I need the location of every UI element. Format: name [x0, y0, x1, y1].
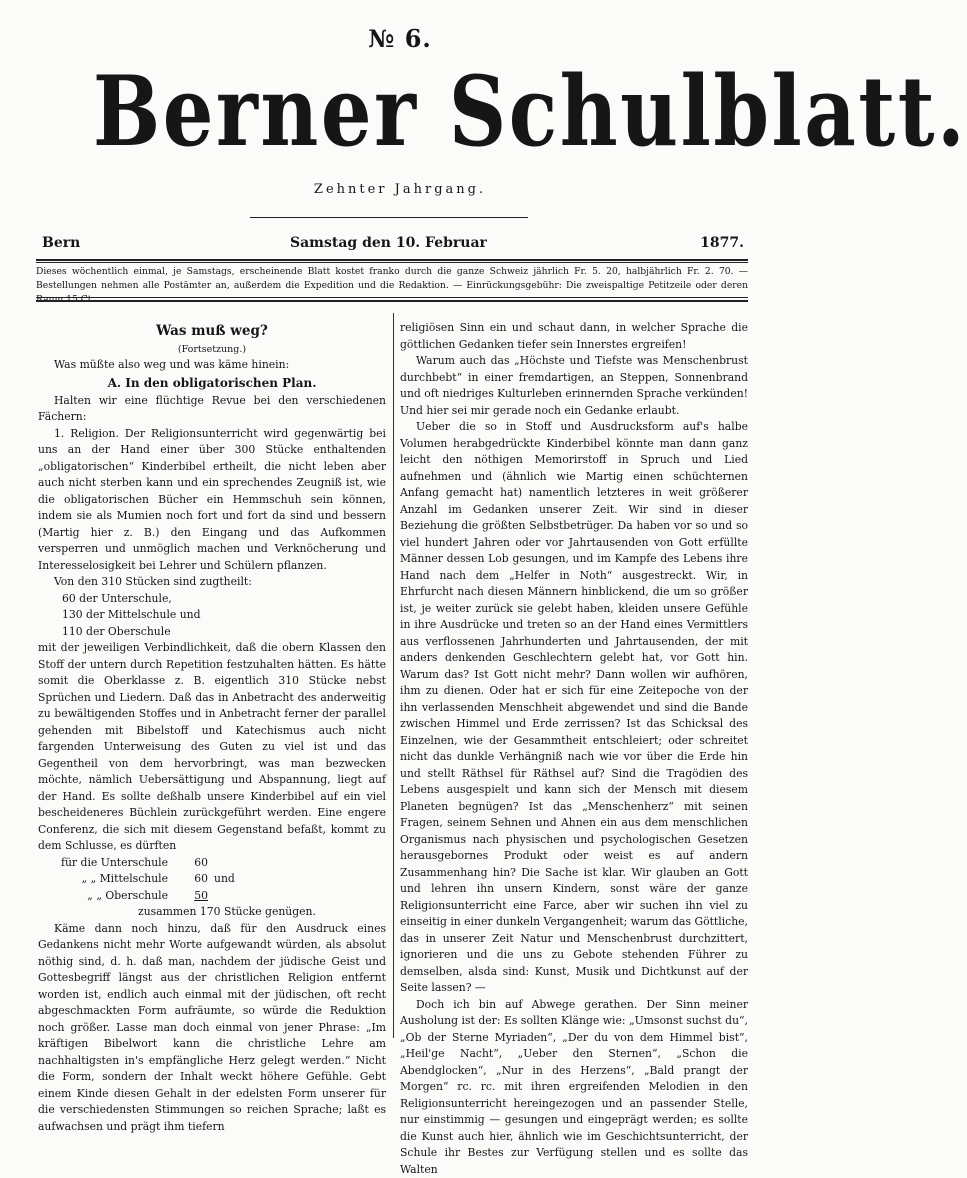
table-tail: und — [208, 871, 235, 888]
table-tail — [208, 888, 214, 905]
paragraph: Käme dann noch hinzu, daß für den Ausdruck eines Gedankens nicht mehr Worte aufgewandt würden, als absolut nöthig sind, d. h. daß man, nachdem der jüdische Geist und Gottesbegriff längst aus der christlichen Religion entfernt worden ist, endlich auch einmal mit der jüdischen, oft recht abgeschmackten Form aufräumte, so würde die Reduktion noch größer. Lasse man doch einmal von jener Phrase: „Im kräftigen Bibelwort kann die christliche Lehre am nachhaltigsten in's empfängliche Herz gelegt werden.“ Nicht die Form, sondern der Inhalt weckt höhere Gefühle. Gebt einem Kinde diesen Gehalt in der edelsten Form unserer für die verschiedensten Stimmungen so reichen Sprache; laßt es aufwachsen und prägt ihm tiefern — [38, 921, 386, 1136]
issue-date: Samstag den 10. Februar — [290, 235, 487, 251]
column-divider — [393, 313, 394, 1038]
newspaper-masthead: Berner Schulblatt. — [93, 52, 707, 172]
rule-bottom-thin — [36, 297, 748, 298]
table-row — [38, 888, 386, 905]
paragraph: Warum auch das „Höchste und Tiefste was Menschenbrust durchbebt“ in einer fremdartigen, an Steppen, Sonnenbrand und oft niedriges Kulturleben erinnernden Sprache verkünden! Und hier sei mir gerade noch ein Gedanke erlaubt. — [400, 353, 748, 419]
table-row — [38, 871, 386, 888]
place: Bern — [42, 235, 80, 251]
table-label: für die Unterschule — [38, 855, 176, 872]
year: 1877. — [700, 235, 744, 251]
section-heading: A. In den obligatorischen Plan. — [38, 374, 386, 393]
paragraph: Doch ich bin auf Abwege gerathen. Der Sinn meiner Ausholung ist der: Es sollten Klänge wie: „Umsonst suchst du“, „Ob der Sterne Myriaden“, „Der du von dem Himmel bist“, „Heil'ge Nacht“, „Ueber den Sternen“, „Schon die Abendglocken“, „Nur in des Herzens“, „Bald prangt der Morgen“ rc. rc. mit ihren ergreifenden Melodien in den Religionsunterricht hereingezogen und an passender Stelle, nur einstimmig — gesungen und eingeprägt werden; es sollte die Kunst auch hier, ähnlich wie im Geschichtsunterricht, der Schule ihr Bestes zur Verfügung stellen und es sollte das Walten — [400, 997, 748, 1178]
sum-value: 170 — [200, 905, 221, 918]
paragraph: Was müßte also weg und was käme hinein: — [38, 357, 386, 374]
table-value: 50 — [176, 888, 208, 905]
table-label: „ „ Oberschule — [38, 888, 176, 905]
rule-top — [36, 259, 748, 261]
table-value: 60 — [176, 855, 208, 872]
article-title: Was muß weg? — [38, 320, 386, 342]
table-value: 60 — [176, 871, 208, 888]
rule-bottom — [36, 300, 748, 302]
paragraph: Ueber die so in Stoff und Ausdrucksform auf's halbe Volumen herabgedrückte Kinderbibel könnte man dann ganz leicht den nöthigen Memorirstoff in Spruch und Lied aufnehmen und (ähnlich wie Martig einen schüchternen Anfang gemacht hat) namentlich letzteres in weit größerer Anzahl im Gedanken unserer Zeit. Wir sind in dieser Beziehung die größten Selbstbetrüger. Da haben vor so und so viel hundert Jahren oder vor Jahrtausenden von Gott erfüllte Männer dessen Lob gesungen, und im Kampfe des Lebens ihre Hand nach dem „Helfer in Noth“ ausgestreckt. Wir, in Ehrfurcht nach diesen Männern hinblickend, die um so größer ist, je weiter zurück sie gelebt haben, kleiden unsere Gefühle in ihre Ausdrücke und treten so an der Hand eines Vermittlers aus verflossenen Jahrhunderten und Jahrtausenden, der mit anders denkenden Geschlechtern gelebt hat, vor Gott hin. Warum das? Ist Gott nicht mehr? Dann wollen wir aufhören, ihm zu dienen. Oder hat er sich für eine Zeitepoche von der ihn verlassenden Menschheit abgewendet und sind die Bande zwischen Himmel und Erde zerrissen? Ist das Schicksal des Einzelnen, wie der Gesammtheit entschleiert; oder schreitet nicht das dunkle Verhängniß nach wie vor über die Erde hin und stellt Räthsel für Räthsel auf? Sind die Tragödien des Lebens ausgespielt und kann sich der Mensch mit diesem Planeten begnügen? Ist das „Menschenherz“ mit seinen Fragen, seinem Sehnen und Ahnen ein aus dem menschlichen Organismus nach physischen und psychologischen Gesetzen herausgebornes Produkt oder weist es auf andern Zusammenhang hin? Die Sache ist klar. Wir glauben an Gott und lehren ihn unsern Kindern, sonst wäre der ganze Religionsunterricht eine Farce, aber wir suchen ihn viel zu einseitig in einer dunkeln Vergangenheit; warum das Göttliche, das in unserer Zeit Natur und Menschenbrust durchzittert, ignorieren und die uns zu Gebote stehenden Führer zu demselben, alsda sind: Kunst, Musik und Dichtkunst auf der Seite lassen? — — [400, 419, 748, 997]
allocation-line: 110 der Oberschule — [38, 624, 386, 641]
subscription-notice: Dieses wöchentlich einmal, je Samstags, erscheinende Blatt kostet franko durch die ganze Schweiz jährlich Fr. 5. 20, halbjährlich Fr. 2. 70. — Bestellungen nehmen alle Postämter an, außerdem die Expedition und die Redaktion. — Einrückungsgebühr: Die zweispaltige Petitzeile oder deren Raum 15 Ct. — [36, 265, 748, 307]
continuation-note: (Fortsetzung.) — [38, 342, 386, 357]
table-label: „ „ Mittelschule — [38, 871, 176, 888]
issue-number: № 6. — [0, 24, 800, 53]
dateline — [36, 235, 748, 253]
paragraph: religiösen Sinn ein und schaut dann, in welcher Sprache die göttlichen Gedanken tiefer sein Innerstes ergreifen! — [400, 320, 748, 353]
allocation-line: 130 der Mittelschule und — [38, 607, 386, 624]
right-column — [400, 320, 748, 1178]
allocation-line: 60 der Unterschule, — [38, 591, 386, 608]
paragraph: Halten wir eine flüchtige Revue bei den verschiedenen Fächern: — [38, 393, 386, 426]
rule-top-thin — [36, 262, 748, 263]
paragraph: 1. Religion. Der Religionsunterricht wird gegenwärtig bei uns an der Hand einer über 300 Stücke enthaltenden „obligatorischen“ Kinderbibel ertheilt, die nicht leben aber auch nicht sterben kann und ein sprechendes Zeugniß ist, wie die obligatorischen Bücher ein Hemmschuh sein können, indem sie als Mumien noch fort und fort da sind und bessern (Martig hier z. B.) den Eingang und das Aufkommen versperren und unmöglich machen und Verknöcherung und Interesselosigkeit bei Lehrer und Schülern pflanzen. — [38, 426, 386, 575]
masthead-divider — [250, 217, 528, 218]
sum-prefix: zusammen — [138, 905, 196, 918]
table-sum — [38, 904, 386, 921]
left-column — [38, 320, 386, 1135]
paragraph: Von den 310 Stücken sind zugtheilt: — [38, 574, 386, 591]
table-tail — [208, 855, 214, 872]
paragraph: mit der jeweiligen Verbindlichkeit, daß die obern Klassen den Stoff der untern durch Repetition festzuhalten hätten. Es hätte somit die Oberklasse z. B. eigentlich 310 Stücke nebst Sprüchen und Liedern. Daß das in Anbetracht des anderweitig zu bewältigenden Stoffes und in Anbetracht ferner der parallel gehenden mit Bibelstoff und Katechismus auch nicht fargenden Unterweisung des Guten zu viel ist und das Gegentheil von dem hervorbringt, was man bezwecken möchte, nämlich Uebersättigung und Abspannung, liegt auf der Hand. Es sollte deßhalb unsere Kinderbibel auf ein viel bescheideneres Büchlein zurückgeführt werden. Eine engere Conferenz, die sich mit diesem Gegenstand befaßt, kommt zu dem Schlusse, es dürften — [38, 640, 386, 855]
table-row — [38, 855, 386, 872]
volume-line: Zehnter Jahrgang. — [0, 182, 800, 197]
sum-suffix: Stücke genügen. — [224, 905, 316, 918]
